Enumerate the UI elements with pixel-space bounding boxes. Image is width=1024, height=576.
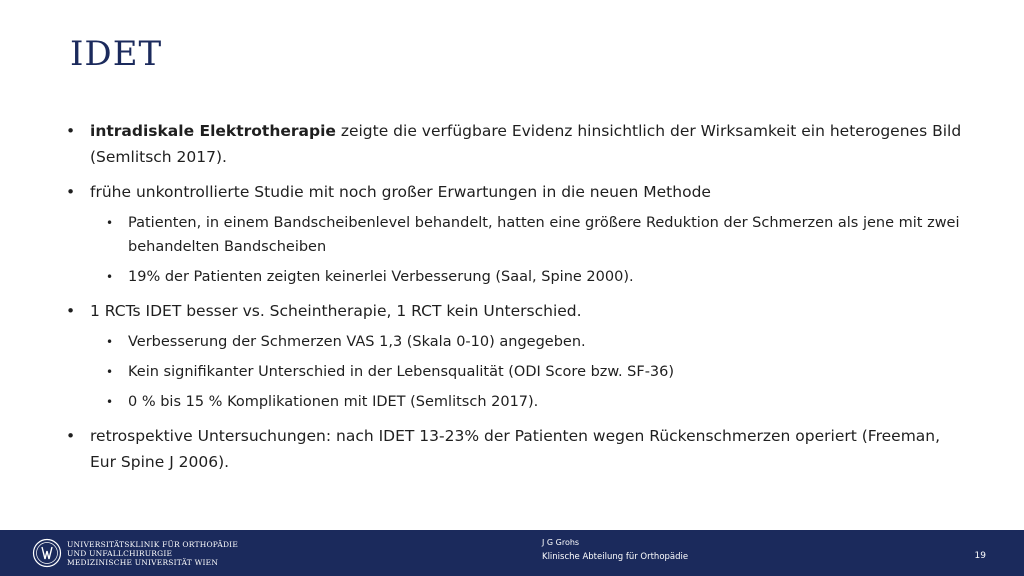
bullet-marker: • <box>106 335 114 349</box>
bullet-marker: • <box>106 270 114 284</box>
bullet-marker: • <box>66 183 76 201</box>
sub-bullet-text: Kein signifikanter Unterschied in der Lebensqualität (ODI Score bzw. SF-36) <box>128 364 675 380</box>
sub-bullet-item <box>106 265 966 289</box>
slide-title: IDET <box>70 34 163 74</box>
university-seal-icon <box>32 538 62 568</box>
logo-line: UNIVERSITÄTSKLINIK FÜR ORTHOPÄDIE <box>67 540 239 549</box>
footer-bar <box>0 530 1024 576</box>
bullet-marker: • <box>106 365 114 379</box>
page-number: 19 <box>974 551 986 561</box>
footer-department: Klinische Abteilung für Orthopädie <box>542 552 689 562</box>
bullet-text <box>90 122 961 166</box>
bullet-item <box>66 423 966 475</box>
sub-bullet-text: 19% der Patienten zeigten keinerlei Verbesserung (Saal, Spine 2000). <box>128 269 634 285</box>
bullet-text: retrospektive Untersuchungen: nach IDET 13-23% der Patienten wegen Rückenschmerzen operiert (Freeman, Eur Spine J 2006). <box>90 427 941 471</box>
sub-bullet-item <box>106 211 966 259</box>
bullet-marker: • <box>66 302 76 320</box>
bullet-marker: • <box>66 427 76 445</box>
bullet-text: 1 RCTs IDET besser vs. Scheintherapie, 1 RCT kein Unterschied. <box>90 302 582 320</box>
bullet-marker: • <box>66 122 76 140</box>
sub-bullet-text: 0 % bis 15 % Komplikationen mit IDET (Semlitsch 2017). <box>128 394 539 410</box>
bullet-item <box>66 118 966 170</box>
bullet-marker: • <box>106 216 114 230</box>
bullet-item <box>66 179 966 289</box>
sub-bullet-list <box>106 211 966 289</box>
sub-bullet-item <box>106 390 966 414</box>
sub-bullet-text: Verbesserung der Schmerzen VAS 1,3 (Skala 0-10) angegeben. <box>128 334 586 350</box>
slide-content <box>66 118 966 484</box>
bullet-bold-text: intradiskale Elektrotherapie <box>90 122 336 140</box>
bullet-text: frühe unkontrollierte Studie mit noch großer Erwartungen in die neuen Methode <box>90 183 711 201</box>
sub-bullet-list <box>106 330 966 414</box>
sub-bullet-item <box>106 330 966 354</box>
logo-line: UND UNFALLCHIRURGIE <box>67 549 173 558</box>
bullet-list <box>66 118 966 475</box>
university-logo-text <box>67 540 238 567</box>
sub-bullet-text: Patienten, in einem Bandscheibenlevel behandelt, hatten eine größere Reduktion der Schmerzen als jene mit zwei behandelten Bandscheiben <box>128 215 960 255</box>
sub-bullet-item <box>106 360 966 384</box>
bullet-marker: • <box>106 395 114 409</box>
footer-author: J G Grohs <box>542 538 580 547</box>
bullet-body-text: zeigte die verfügbare Evidenz hinsichtlich der Wirksamkeit ein heterogenes Bild (Semlitsch 2017). <box>90 122 962 166</box>
logo-line: MEDIZINISCHE UNIVERSITÄT WIEN <box>67 558 219 567</box>
bullet-item <box>66 298 966 414</box>
